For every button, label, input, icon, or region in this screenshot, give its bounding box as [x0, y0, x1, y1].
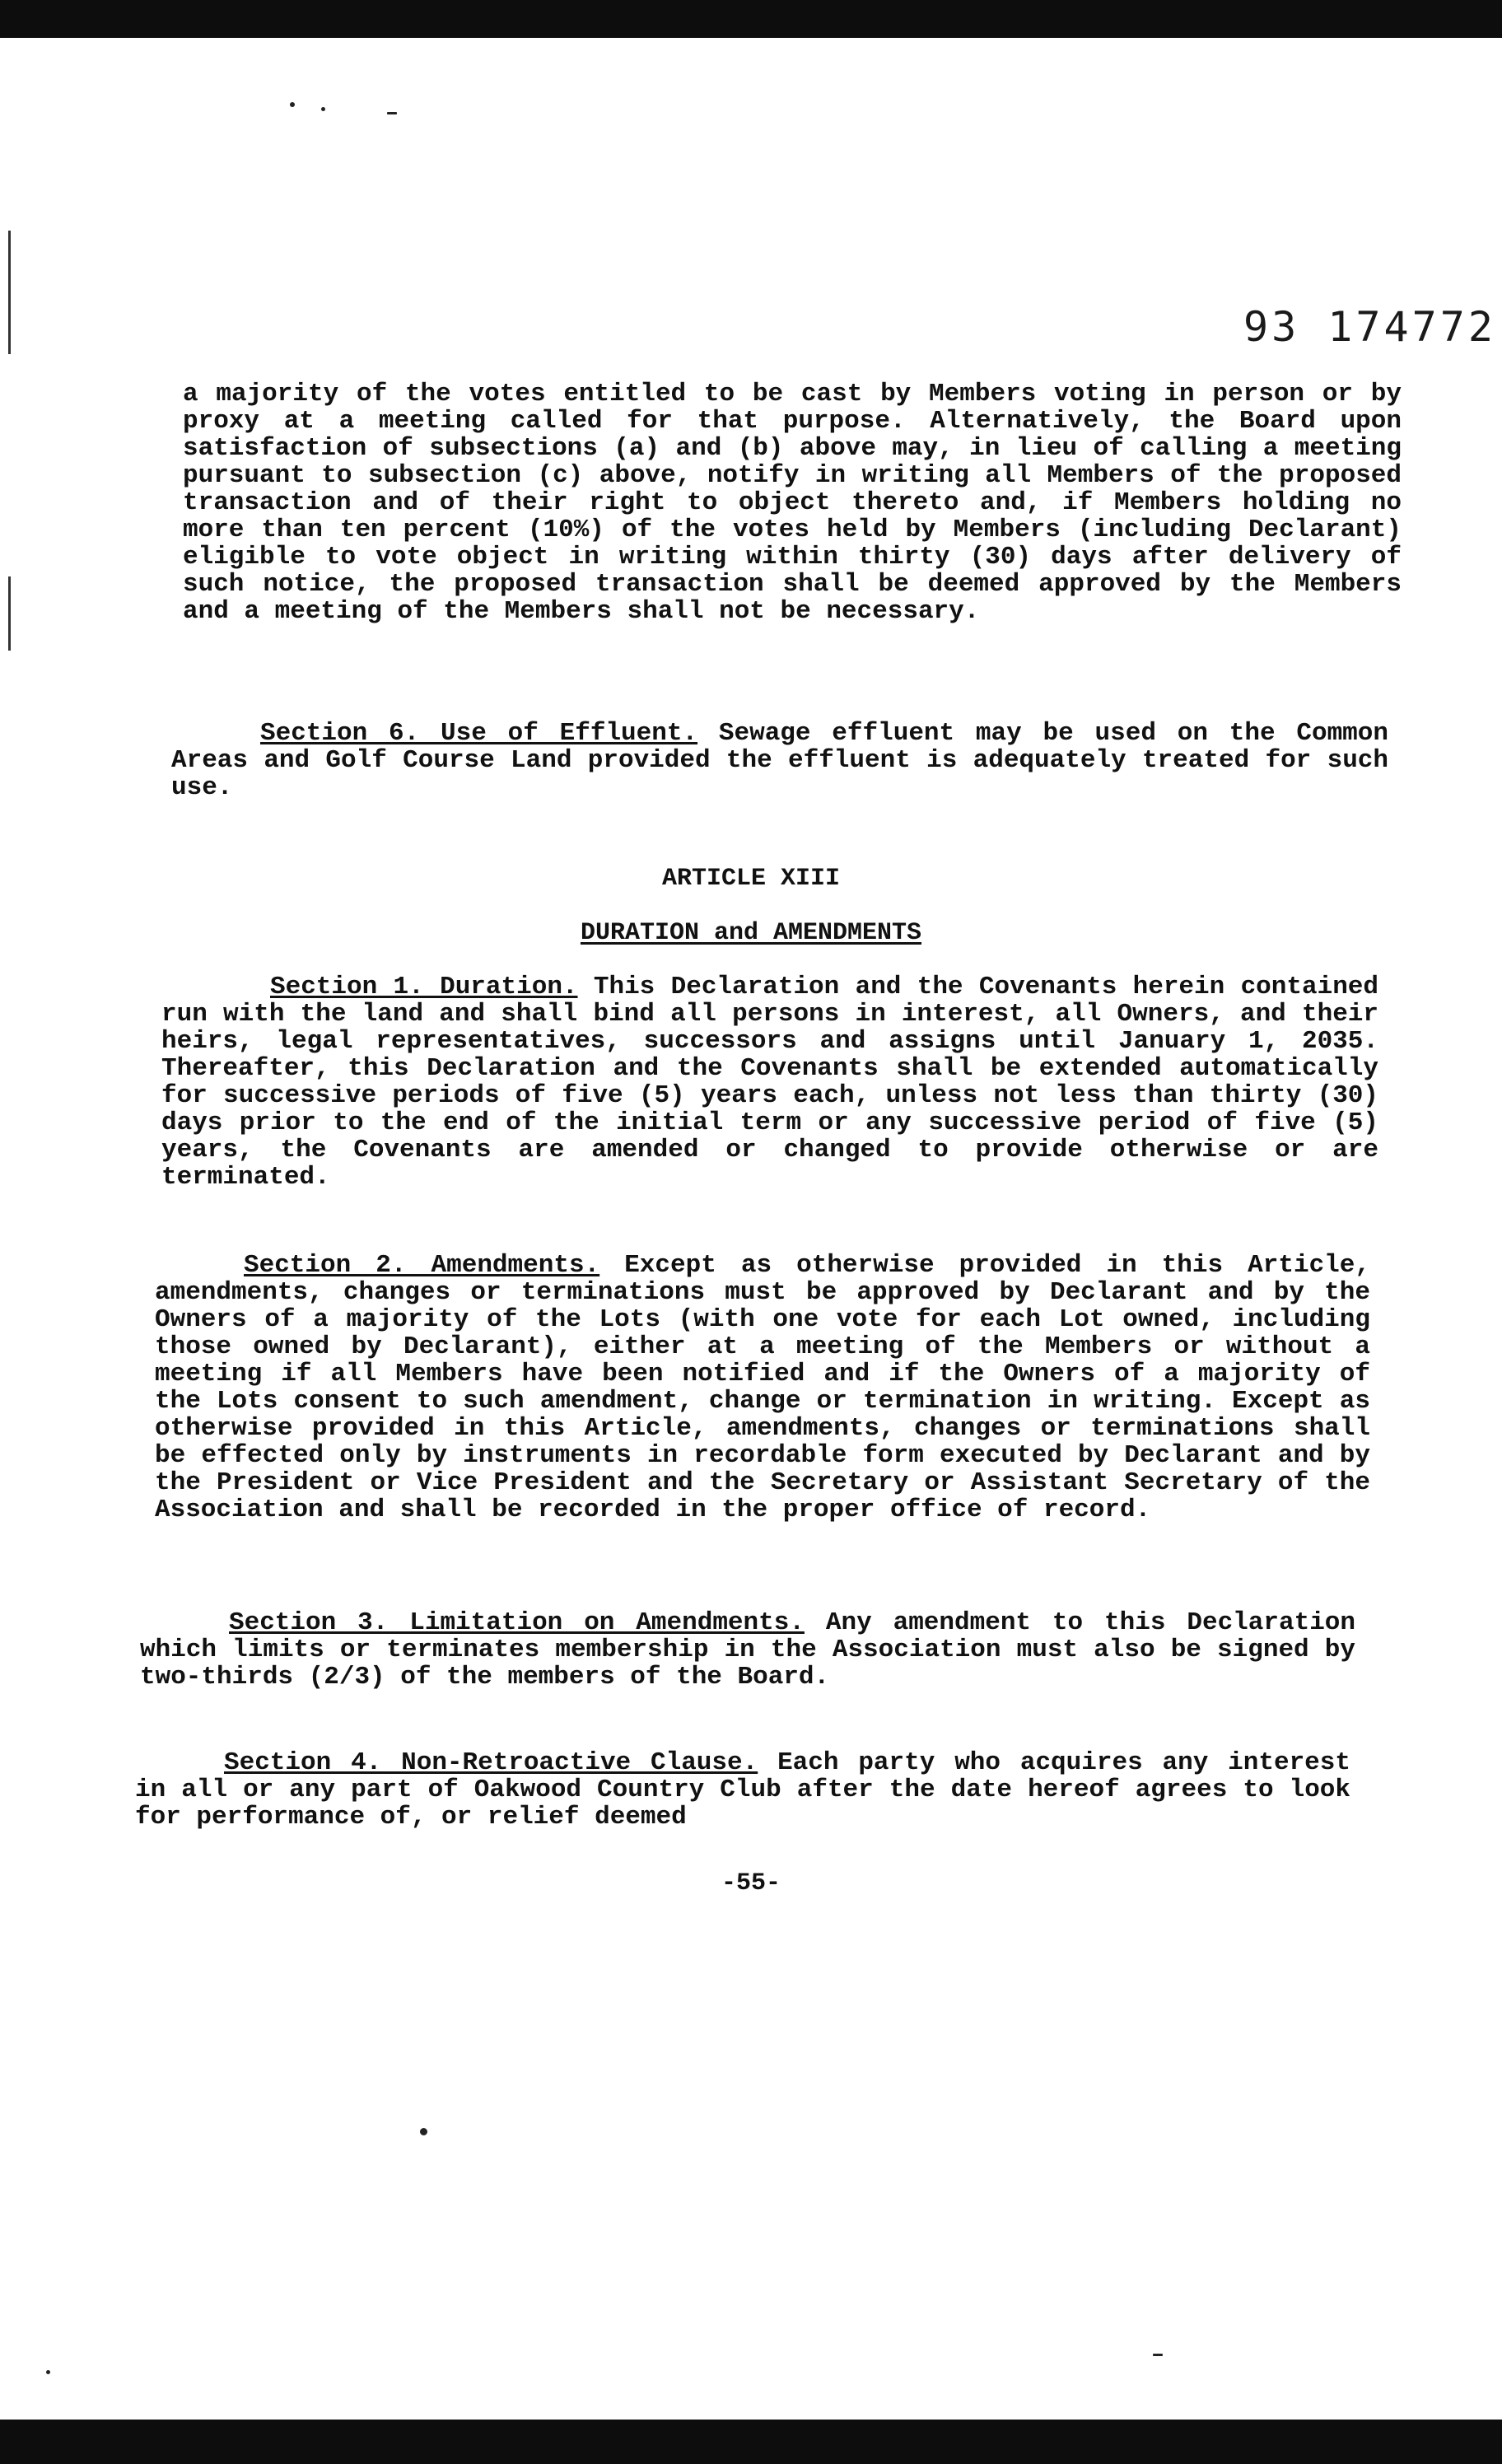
- article-title: ARTICLE XIII: [661, 865, 841, 893]
- scan-speck: [46, 2370, 50, 2374]
- scan-speck: [290, 102, 295, 107]
- scan-speck: [420, 2128, 427, 2135]
- section-3-text: Any amendment to this Declaration which limits or terminates membership in the Association must also be signed by two-thirds (2/3) of the members of the Board.: [140, 1608, 1356, 1692]
- scan-border-bottom: [0, 2420, 1502, 2464]
- section-6-text: Sewage effluent may be used on the Common Areas and Golf Course Land provided the effluent is adequately treated for such use.: [171, 719, 1388, 802]
- scan-speck: [387, 112, 397, 114]
- scan-edge-mark: [8, 231, 11, 354]
- section-3-heading: Section 3. Limitation on Amendments.: [229, 1608, 805, 1637]
- section-1-heading: Section 1. Duration.: [270, 973, 578, 1001]
- section-2-paragraph: [155, 1252, 1370, 1524]
- page-number: -55-: [721, 1869, 781, 1897]
- section-1-paragraph: [161, 973, 1378, 1191]
- section-4-heading: Section 4. Non-Retroactive Clause.: [224, 1748, 758, 1777]
- scan-border-top: [0, 0, 1502, 38]
- scan-speck: [321, 107, 325, 111]
- article-subtitle: [463, 919, 1039, 947]
- article-subtitle-text: DURATION and AMENDMENTS: [580, 919, 922, 947]
- scan-edge-mark: [8, 576, 11, 651]
- continuation-paragraph: a majority of the votes entitled to be cast by Members voting in person or by proxy at a meeting called for that purpose. Alternatively, the Board upon satisfaction of subsections (a) and (b) above may, in lieu of calling a meeting pursuant to subsection (c) above, notify in writing all Members of the proposed transaction and of their right to object thereto and, if Members holding no more than ten percent (10%) of the votes held by Members (including Declarant) eligible to vote object in writing within thirty (30) days after delivery of such notice, the proposed transaction shall be deemed approved by the Members and a meeting of the Members shall not be necessary.: [183, 380, 1402, 626]
- section-1-text: This Declaration and the Covenants herein contained run with the land and shall bind all persons in interest, all Owners, and their heirs, legal representatives, successors and assigns until January 1, 2035. Thereafter, this Declaration and the Covenants shall be extended automatically for successive periods of five (5) years each, unless not less than thirty (30) days prior to the end of the initial term or any successive period of five (5) years, the Covenants are amended or changed to provide otherwise or are terminated.: [161, 973, 1379, 1192]
- section-2-text: Except as otherwise provided in this Article, amendments, changes or terminations must be approved by Declarant and by the Owners of a majority of the Lots (with one vote for each Lot owned, including those owned by Declarant), either at a meeting of the Members or without a meeting if all Members have been notified and if the Owners of a majority of the Lots consent to such amendment, change or termination in writing. Except as otherwise provided in this Article, amendments, changes or terminations shall be effected only by instruments in recordable form executed by Declarant and by the President or Vice President and the Secretary or Assistant Secretary of the Association and shall be recorded in the proper office of record.: [155, 1251, 1370, 1524]
- section-4-paragraph: [135, 1749, 1350, 1831]
- section-2-heading: Section 2. Amendments.: [244, 1251, 600, 1280]
- section-4-text: Each party who acquires any interest in all or any part of Oakwood Country Club after the date hereof agrees to look for performance of, or relief deemed: [135, 1748, 1350, 1832]
- document-number: 93 174772: [1243, 303, 1496, 351]
- section-6-paragraph: [171, 720, 1388, 801]
- section-3-paragraph: [140, 1609, 1355, 1691]
- scan-speck: [1153, 2354, 1163, 2356]
- section-6-heading: Section 6. Use of Effluent.: [260, 719, 698, 748]
